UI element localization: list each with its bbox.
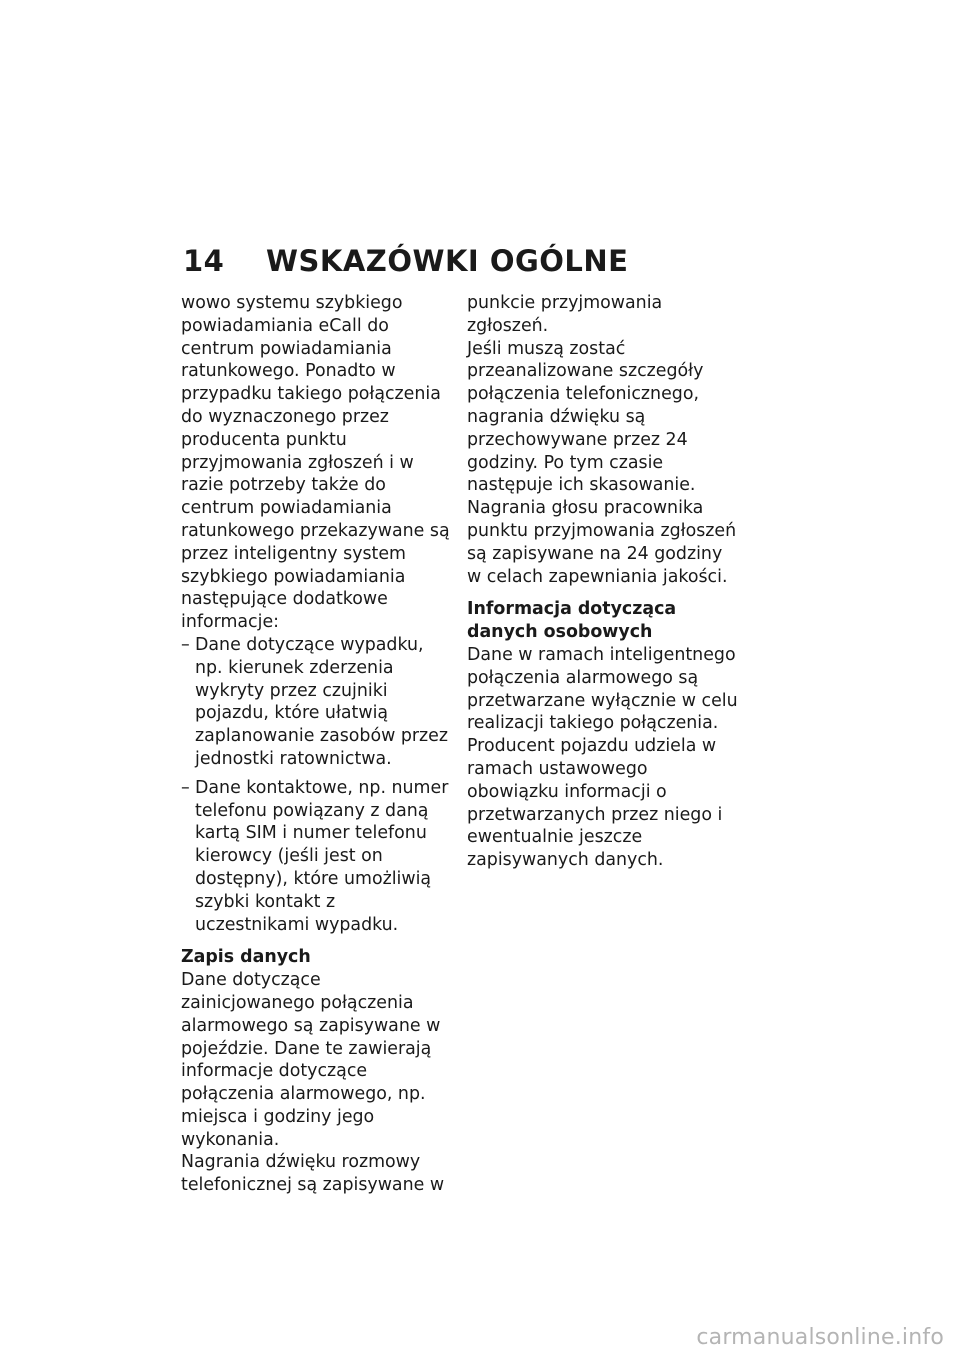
page-number: 14 (183, 244, 225, 278)
list-item-text: Dane dotyczące wypadku, np. kierunek zderzenia wykryty przez czujniki pojazdu, które ułatwią zaplanowanie zasobów przez jednostki ratownictwa. (195, 634, 448, 769)
list-item (181, 777, 453, 937)
page-header (183, 244, 629, 278)
section-title: WSKAZÓWKI OGÓLNE (266, 244, 629, 278)
osobowe-paragraph: Dane w ramach inteligentnego połączenia alarmowego są przetwarzane wyłącznie w celu realizacji takiego połączenia. Producent pojazdu udziela w ramach ustawowego obowiązku informacji o przetwarzanych przez niego i ewentualnie jeszcze zapisywanych danych. (467, 644, 738, 871)
nagrania-paragraph: Nagrania dźwięku rozmowy telefonicznej są zapisywane w (181, 1152, 445, 1196)
list-bullet: – (181, 777, 190, 798)
footer-watermark: carmanualsonline.info (696, 1325, 944, 1350)
continuation-paragraph: punkcie przyjmowania zgłoszeń. (467, 293, 663, 336)
list-item (181, 634, 453, 771)
zapis-paragraph: Dane dotyczące zainicjowanego połączenia alarmowego są zapisywane w pojeździe. Dane te zawierają informacje dotyczące połączenia alarmowego, np. miejsca i godziny jego wykonania. (181, 970, 441, 1150)
intro-paragraph: wowo systemu szybkiego powiadamiania eCall do centrum powiadamiania ratunkowego. Ponadto w przypadku takiego połączenia do wyznaczonego przez producenta punktu przyjmowania zgłoszeń i w razie potrzeby także do centrum powiadamiania ratunkowego przekazywane są przez inteligentny system szybkiego powiadamiania następujące dodatkowe informacje: (181, 293, 450, 633)
zapis-heading: Zapis danych (181, 947, 311, 968)
right-column (467, 292, 739, 872)
osobowe-heading: Informacja dotycząca danych osobowych (467, 599, 677, 643)
list-bullet: – (181, 634, 190, 655)
list-item-text: Dane kontaktowe, np. numer telefonu powiązany z daną kartą SIM i numer telefonu kierowcy (jeśli jest on dostępny), które umożliwią szybki kontakt z uczestnikami wypadku. (195, 777, 449, 935)
jesli-paragraph: Jeśli muszą zostać przeanalizowane szczegóły połączenia telefonicznego, nagrania dźwięku są przechowywane przez 24 godziny. Po tym czasie następuje ich skasowanie. Nagrania głosu pracownika punktu przyjmowania zgłoszeń są zapisywane na 24 godziny w celach zapewniania jakości. (467, 338, 737, 587)
left-column (181, 292, 453, 1197)
info-list (181, 634, 453, 936)
